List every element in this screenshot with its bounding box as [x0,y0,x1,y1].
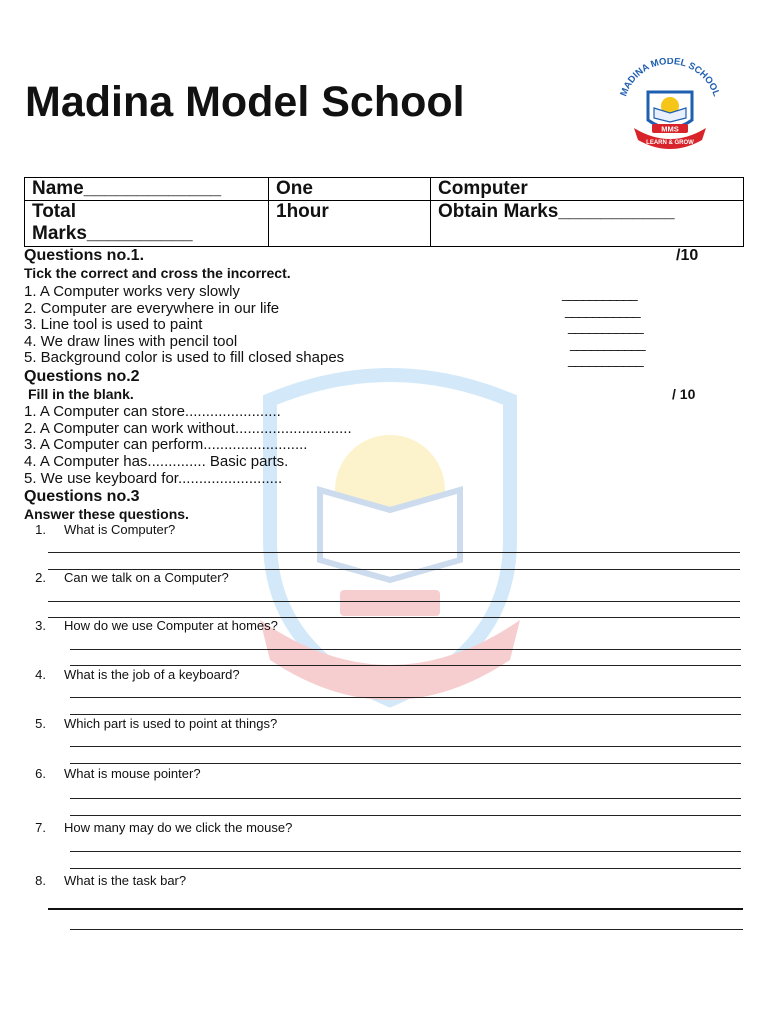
school-title: Madina Model School [25,78,465,126]
q2-heading: Questions no.2 [24,368,140,385]
answer-line[interactable] [48,601,740,602]
q3-number-8: 8. [35,873,46,888]
q3-text-7: How many may do we click the mouse? [64,820,293,835]
q3-instruction: Answer these questions. [24,506,189,522]
q3-number-7: 7. [35,820,46,835]
logo-badge-text: MMS [661,124,679,134]
q2-item-3: 3. A Computer can perform......................... [24,436,308,453]
answer-line[interactable] [70,649,741,650]
q1-heading: Questions no.1. [24,247,145,264]
q1-item-4: 4. We draw lines with pencil tool [24,333,238,350]
total-marks-label-1: Total [32,201,76,222]
q3-question-3 [24,618,278,634]
q3-number-2: 2. [35,570,46,585]
time-cell: 1hour [269,201,431,247]
q3-question-6 [24,766,201,782]
answer-line[interactable] [70,868,741,869]
q3-question-2 [24,570,229,586]
q1-marks: /10 [676,247,699,264]
logo-arc-text: MADINA MODEL SCHOOL [618,58,722,98]
total-marks-field[interactable] [25,201,269,247]
q3-question-1 [24,522,175,538]
q3-heading: Questions no.3 [24,488,140,505]
answer-line[interactable] [70,763,741,764]
q3-number-5: 5. [35,716,46,731]
subject-cell: Computer [431,178,744,201]
class-cell: One [269,178,431,201]
q1-answer-blank-1[interactable]: ___________ [562,285,637,301]
answer-line[interactable] [70,746,741,747]
q2-item-5: 5. We use keyboard for......................... [24,470,283,487]
q3-text-5: Which part is used to point at things? [64,716,278,731]
logo-ribbon-text: LEARN & GROW [646,140,694,146]
q1-answer-blank-4[interactable]: ___________ [570,335,645,351]
q3-number-4: 4. [35,667,46,682]
q1-item-1: 1. A Computer works very slowly [24,283,240,300]
q1-item-5: 5. Background color is used to fill closed shapes [24,349,345,366]
obtain-marks-field[interactable]: Obtain Marks___________ [431,201,744,247]
answer-line[interactable] [70,929,743,930]
q3-number-6: 6. [35,766,46,781]
q3-text-4: What is the job of a keyboard? [64,667,240,682]
answer-line[interactable] [70,815,741,816]
answer-line[interactable] [70,665,741,666]
q3-number-1: 1. [35,522,46,537]
answer-line[interactable] [48,552,740,553]
student-info-table [24,177,744,247]
school-logo [590,58,750,158]
q1-item-3: 3. Line tool is used to paint [24,316,203,333]
q3-text-8: What is the task bar? [64,873,187,888]
q3-question-4 [24,667,240,683]
name-field[interactable]: Name_____________ [25,178,269,201]
answer-line[interactable] [70,714,741,715]
q3-question-8 [24,873,186,889]
q3-question-7 [24,820,292,836]
q1-answer-blank-2[interactable]: ___________ [565,302,640,318]
q1-item-2: 2. Computer are everywhere in our life [24,300,280,317]
q2-item-2: 2. A Computer can work without............................ [24,420,352,437]
answer-line[interactable] [70,697,741,698]
q3-text-1: What is Computer? [64,522,176,537]
q2-instruction: Fill in the blank. [28,386,134,402]
q3-question-5 [24,716,277,732]
answer-line[interactable] [70,851,741,852]
q3-text-6: What is mouse pointer? [64,766,201,781]
total-marks-label-2: Marks__________ [32,223,193,244]
q1-answer-blank-5[interactable]: ___________ [568,351,643,367]
q3-text-3: How do we use Computer at homes? [64,618,278,633]
q1-answer-blank-3[interactable]: ___________ [568,318,643,334]
answer-line[interactable] [70,798,741,799]
q1-instruction: Tick the correct and cross the incorrect. [24,265,291,281]
answer-line[interactable] [48,908,743,910]
q2-marks: / 10 [672,386,696,402]
q2-item-1: 1. A Computer can store....................... [24,403,281,420]
q3-text-2: Can we talk on a Computer? [64,570,229,585]
q2-item-4: 4. A Computer has.............. Basic parts. [24,453,289,470]
q3-number-3: 3. [35,618,46,633]
